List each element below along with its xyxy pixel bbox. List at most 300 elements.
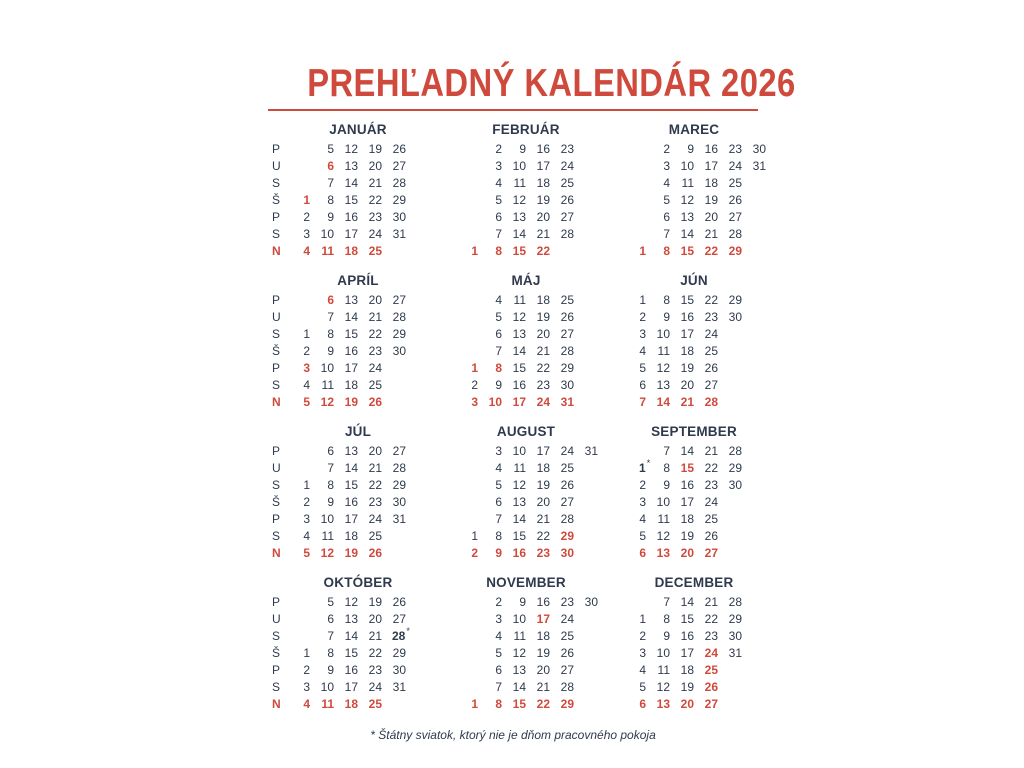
day-number: 27 [704,697,718,711]
day-number: 15 [512,529,526,543]
day-number: 13 [512,210,526,224]
day-number: 21 [704,444,718,458]
day-number: 4 [495,461,502,475]
day-number: 3 [495,159,502,173]
day-number: 14 [512,680,526,694]
weekday-label: Š [272,646,281,660]
day-number: 9 [327,663,334,677]
day-number: 12 [344,595,358,609]
day-number: 15 [680,244,694,258]
day-number: 14 [680,227,694,241]
day-number: 22 [368,327,382,341]
day-number: 29 [392,646,406,660]
day-number: 29 [392,193,406,207]
day-number: 21 [536,512,550,526]
day-number: 22 [536,529,550,543]
day-number: 15 [512,361,526,375]
day-number: 12 [512,310,526,324]
day-number: 27 [728,210,742,224]
day-number: 27 [560,495,574,509]
day-number: 10 [320,512,334,526]
month-title: MAREC [668,122,720,137]
weekday-label: U [272,612,281,626]
day-number: 25 [560,629,574,643]
day-number: 20 [536,327,550,341]
day-number: 17 [344,512,358,526]
day-number: 4 [495,293,502,307]
day-number: 17 [536,444,550,458]
day-number: 7 [663,444,670,458]
day-number: 8 [495,244,502,258]
day-number: 8 [663,293,670,307]
weekday-label: N [272,546,281,560]
day-number: 5 [327,142,334,156]
day-number: 13 [512,663,526,677]
day-number: 14 [512,227,526,241]
day-number: 16 [704,142,718,156]
day-number: 1 [471,697,478,711]
day-number: 9 [327,210,334,224]
day-number: 31 [392,680,406,694]
day-number: 27 [560,210,574,224]
day-number: 5 [663,193,670,207]
month-title: MÁJ [511,273,541,288]
day-number: 17 [344,680,358,694]
day-number: 9 [495,546,502,560]
day-number: 10 [488,395,502,409]
day-number: 26 [560,478,574,492]
day-number: 16 [512,546,526,560]
day-number: 9 [519,595,526,609]
day-number: 15 [680,612,694,626]
day-number: 6 [327,444,334,458]
day-number: 10 [656,327,670,341]
day-number: 24 [368,512,382,526]
day-number: 23 [704,629,718,643]
footnote-asterisk: * [646,458,651,468]
day-number: 6 [495,495,502,509]
day-number: 25 [368,244,382,258]
day-number: 1* [639,458,651,475]
day-number: 27 [560,663,574,677]
day-number: 9 [663,629,670,643]
day-number: 11 [513,293,526,307]
day-number: 8 [327,646,334,660]
day-number: 21 [680,395,694,409]
day-number: 15 [680,293,694,307]
day-number: 13 [656,546,670,560]
day-number: 29 [392,327,406,341]
day-number: 1 [639,612,646,626]
day-number: 18 [344,697,358,711]
day-number: 10 [656,646,670,660]
day-number: 17 [680,495,694,509]
day-number: 13 [680,210,694,224]
day-number: 18 [680,344,694,358]
day-number: 14 [344,629,358,643]
day-number: 29 [560,361,574,375]
day-number: 5 [639,680,646,694]
month-title: OKTÓBER [323,575,393,590]
day-number: 5 [303,546,310,560]
day-number: 8 [663,612,670,626]
day-number: 5 [639,361,646,375]
day-number: 10 [320,680,334,694]
month-title: DECEMBER [654,575,734,590]
day-number: 23 [560,595,574,609]
day-number: 11 [657,344,670,358]
day-number: 3 [303,361,310,375]
day-number: 22 [536,697,550,711]
day-number: 30 [728,629,742,643]
day-number: 28 [392,310,406,324]
day-number: 10 [320,361,334,375]
day-number: 2 [471,546,478,560]
calendar-title: PREHĽADNÝ KALENDÁR 2026 [307,62,796,105]
day-number: 3 [639,646,646,660]
day-number: 6 [327,159,334,173]
day-number: 11 [513,629,526,643]
day-number: 26 [392,595,406,609]
day-number: 3 [303,680,310,694]
day-number: 22 [704,461,718,475]
day-number: 29 [728,293,742,307]
day-number: 15 [344,327,358,341]
day-number: 18 [536,176,550,190]
day-number: 16 [344,663,358,677]
day-number: 29 [392,478,406,492]
day-number: 8 [495,529,502,543]
day-number: 8 [495,361,502,375]
day-number: 12 [512,478,526,492]
day-number: 18 [344,244,358,258]
day-number: 27 [392,159,406,173]
day-number: 23 [704,478,718,492]
day-number: 10 [512,159,526,173]
day-number: 11 [321,244,334,258]
day-number: 10 [512,444,526,458]
day-number: 25 [560,293,574,307]
day-number: 16 [512,378,526,392]
day-number: 31 [728,646,742,660]
day-number: 13 [656,697,670,711]
day-number: 14 [344,176,358,190]
day-number: 28 [728,595,742,609]
day-number: 24 [704,646,718,660]
day-number: 17 [536,612,550,626]
day-number: 12 [344,142,358,156]
day-number: 2 [495,142,502,156]
day-number: 10 [512,612,526,626]
day-number: 19 [680,680,694,694]
day-number: 2 [495,595,502,609]
day-number: 2 [639,310,646,324]
day-number: 5 [639,529,646,543]
day-number: 6 [495,327,502,341]
day-number: 30 [584,595,598,609]
day-number: 4 [303,378,310,392]
day-number: 8 [663,461,670,475]
weekday-label: Š [272,193,281,207]
day-number: 31 [752,159,766,173]
day-number: 4 [303,244,310,258]
day-number: 30 [392,495,406,509]
day-number: 20 [536,210,550,224]
day-number: 13 [344,159,358,173]
day-number: 14 [680,595,694,609]
day-number: 2 [663,142,670,156]
day-number: 29 [728,612,742,626]
day-number: 9 [519,142,526,156]
day-number: 28 [728,227,742,241]
day-number: 30 [392,344,406,358]
weekday-label: N [272,697,281,711]
day-number: 8 [495,697,502,711]
day-number: 30 [728,478,742,492]
day-number: 20 [680,697,694,711]
day-number: 20 [536,663,550,677]
day-number: 3 [495,612,502,626]
day-number: 25 [704,663,718,677]
day-number: 1 [303,193,310,207]
day-number: 4 [663,176,670,190]
day-number: 18 [680,663,694,677]
day-number: 28 [704,395,718,409]
weekday-label: P [272,512,281,526]
day-number: 19 [680,361,694,375]
day-number: 26 [704,529,718,543]
day-number: 6 [495,210,502,224]
day-number: 1 [639,244,646,258]
day-number: 20 [368,159,382,173]
day-number: 28 [560,512,574,526]
day-number: 19 [368,142,382,156]
day-number: 28 [728,444,742,458]
day-number: 6 [327,293,334,307]
day-number: 5 [303,395,310,409]
weekday-label: S [272,227,281,241]
day-number: 11 [513,176,526,190]
day-number: 8 [327,327,334,341]
day-number: 9 [327,495,334,509]
day-number: 14 [680,444,694,458]
day-number: 26 [392,142,406,156]
day-number: 15 [512,697,526,711]
day-number: 1 [303,478,310,492]
weekday-label: U [272,461,281,475]
day-number: 25 [560,176,574,190]
day-number: 24 [536,395,550,409]
day-number: 1 [471,361,478,375]
day-number: 8 [327,193,334,207]
day-number: 11 [321,697,334,711]
day-number: 22 [704,244,718,258]
day-number: 12 [656,680,670,694]
day-number: 12 [512,646,526,660]
day-number: 15 [344,478,358,492]
day-number: 19 [536,310,550,324]
day-number: 27 [560,327,574,341]
day-number: 5 [327,595,334,609]
day-number: 6 [639,378,646,392]
day-number: 27 [704,546,718,560]
weekday-label: P [272,444,281,458]
day-number: 21 [368,310,382,324]
day-number: 22 [704,293,718,307]
day-number: 6 [663,210,670,224]
month-title: APRÍL [337,273,379,288]
day-number: 12 [512,193,526,207]
day-number: 31 [584,444,598,458]
day-number: 27 [704,378,718,392]
day-number: 10 [656,495,670,509]
day-number: 24 [704,327,718,341]
day-number: 2 [639,478,646,492]
day-number: 13 [344,612,358,626]
day-number: 22 [536,361,550,375]
day-number: 17 [344,361,358,375]
weekday-label: S [272,529,281,543]
day-number: 18 [536,461,550,475]
day-number: 18 [680,512,694,526]
title-underline [268,109,758,111]
day-number: 23 [368,663,382,677]
weekday-label: Š [272,495,281,509]
day-number: 23 [368,210,382,224]
weekday-label: P [272,595,281,609]
day-number: 23 [728,142,742,156]
day-number: 22 [368,646,382,660]
day-number: 29 [560,529,574,543]
day-number: 17 [344,227,358,241]
day-number: 16 [680,478,694,492]
day-number: 9 [495,378,502,392]
day-number: 24 [728,159,742,173]
day-number: 3 [471,395,478,409]
day-number: 16 [344,210,358,224]
day-number: 9 [327,344,334,358]
day-number: 5 [495,646,502,660]
day-number: 20 [536,495,550,509]
day-number: 7 [495,512,502,526]
day-number: 28 [392,461,406,475]
day-number: 17 [536,159,550,173]
day-number: 20 [368,444,382,458]
day-number: 11 [321,529,334,543]
day-number: 5 [495,478,502,492]
day-number: 24 [560,612,574,626]
day-number: 16 [536,595,550,609]
day-number: 24 [368,361,382,375]
day-number: 15 [344,193,358,207]
day-number: 25 [368,378,382,392]
day-number: 13 [512,495,526,509]
day-number: 7 [327,310,334,324]
day-number: 2 [639,629,646,643]
weekday-label: U [272,159,281,173]
day-number: 7 [663,227,670,241]
day-number: 7 [327,461,334,475]
day-number: 26 [368,395,382,409]
day-number: 4 [639,663,646,677]
month-title: NOVEMBER [486,575,566,590]
day-number: 19 [536,646,550,660]
month-title: JANUÁR [329,122,387,137]
day-number: 20 [368,612,382,626]
day-number: 26 [368,546,382,560]
day-number: 14 [344,310,358,324]
day-number: 27 [392,293,406,307]
day-number: 14 [512,512,526,526]
day-number: 21 [536,680,550,694]
weekday-label: S [272,680,281,694]
day-number: 3 [495,444,502,458]
day-number: 19 [536,193,550,207]
day-number: 30 [728,310,742,324]
day-number: 29 [560,697,574,711]
day-number: 29 [728,244,742,258]
day-number: 15 [344,646,358,660]
weekday-label: S [272,176,281,190]
day-number: 24 [368,227,382,241]
day-number: 2 [303,495,310,509]
day-number: 3 [663,159,670,173]
weekday-label: Š [272,344,281,358]
day-number: 7 [495,227,502,241]
day-number: 13 [344,444,358,458]
day-number: 31 [560,395,574,409]
day-number: 12 [656,361,670,375]
day-number: 7 [327,176,334,190]
day-number: 2 [471,378,478,392]
day-number: 28* [392,626,410,643]
day-number: 18 [344,378,358,392]
day-number: 2 [303,663,310,677]
day-number: 21 [536,227,550,241]
day-number: 26 [704,361,718,375]
weekday-label: S [272,629,281,643]
weekday-label: U [272,310,281,324]
day-number: 18 [536,293,550,307]
day-number: 16 [680,310,694,324]
day-number: 11 [321,378,334,392]
day-number: 17 [680,327,694,341]
day-number: 9 [663,478,670,492]
day-number: 20 [704,210,718,224]
day-number: 3 [303,227,310,241]
weekday-label: S [272,327,281,341]
day-number: 25 [728,176,742,190]
day-number: 25 [368,697,382,711]
day-number: 6 [639,697,646,711]
day-number: 30 [392,663,406,677]
day-number: 19 [536,478,550,492]
day-number: 7 [663,595,670,609]
weekday-label: P [272,142,281,156]
day-number: 19 [704,193,718,207]
day-number: 26 [704,680,718,694]
footnote: * Štátny sviatok, ktorý nie je dňom pracovného pokoja [370,728,656,742]
day-number: 26 [560,646,574,660]
day-number: 7 [639,395,646,409]
day-number: 19 [368,595,382,609]
day-number: 1 [303,646,310,660]
day-number: 19 [344,546,358,560]
day-number: 12 [680,193,694,207]
day-number: 15 [512,244,526,258]
day-number: 28 [560,344,574,358]
day-number: 26 [728,193,742,207]
